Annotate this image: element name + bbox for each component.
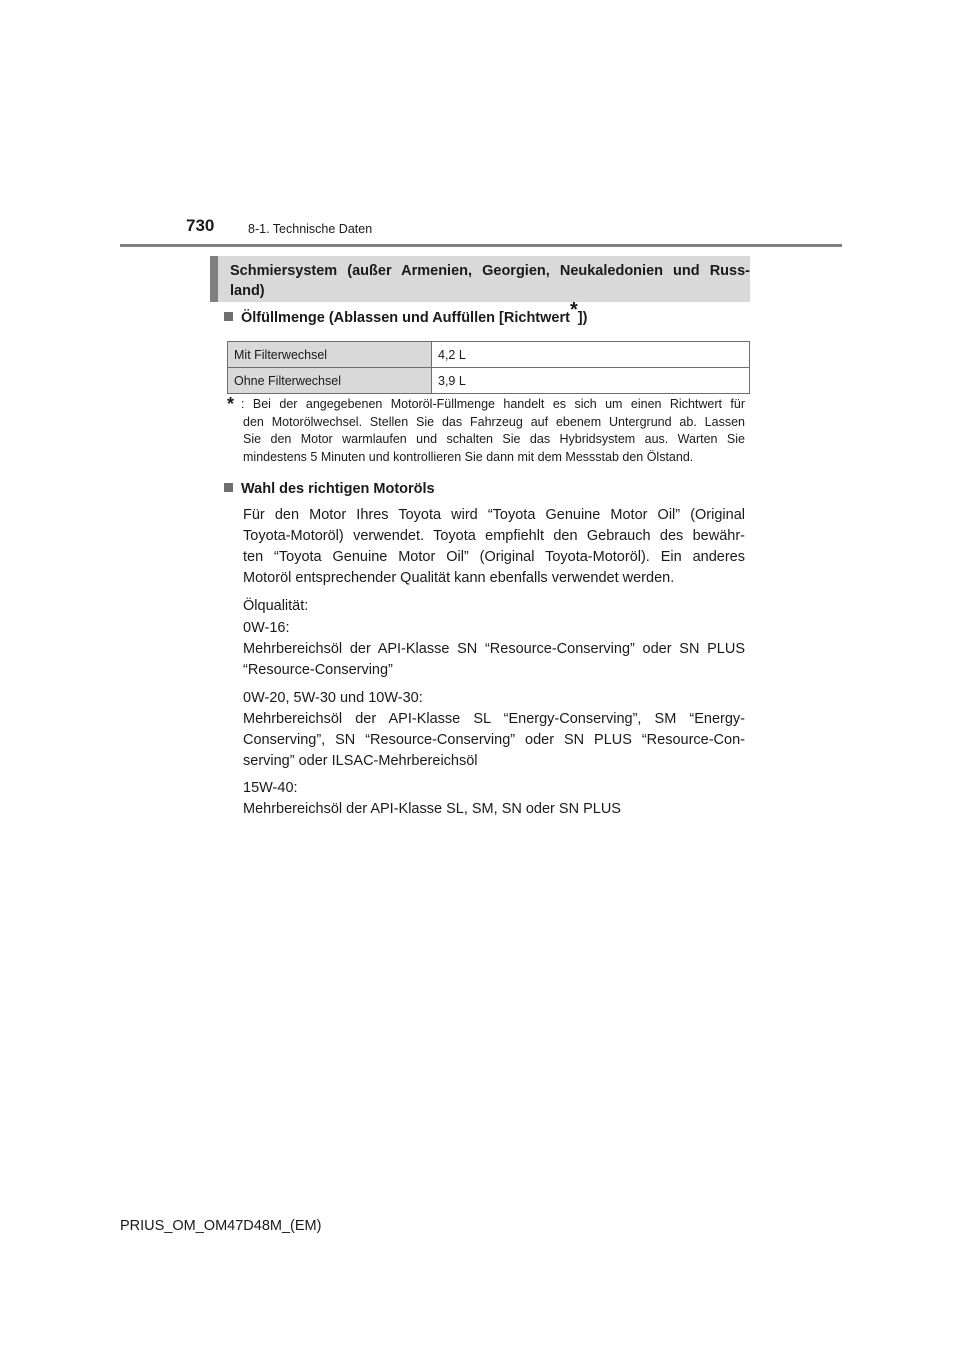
paragraph-line: Für den Motor Ihres Toyota wird “Toyota Genuine Motor Oil” (Original bbox=[243, 507, 745, 523]
oil-choice-intro bbox=[243, 505, 745, 589]
footnote-line: : Bei der angegebenen Motoröl-Füllmenge handelt es sich um einen Richtwert für bbox=[241, 397, 745, 411]
table-cell-label: Ohne Filterwechsel bbox=[228, 368, 432, 394]
paragraph-line: serving” oder ILSAC-Mehrbereichsöl bbox=[243, 753, 478, 769]
viscosity-label: 0W-16: bbox=[243, 620, 290, 636]
oil-choice-title-text: Wahl des richtigen Motoröls bbox=[241, 481, 435, 497]
oil-capacity-title-end: ]) bbox=[577, 310, 588, 326]
paragraph-line: ten “Toyota Genuine Motor Oil” (Original Toyota-Motoröl). Ein anderes bbox=[243, 549, 745, 565]
paragraph-line: Conserving”, SN “Resource-Conserving” oder SN PLUS “Resource-Con- bbox=[243, 732, 745, 748]
manual-code: PRIUS_OM_OM47D48M_(EM) bbox=[120, 1218, 322, 1234]
heading-line: land) bbox=[230, 283, 265, 299]
viscosity-label: 15W-40: bbox=[243, 780, 298, 796]
footnote bbox=[227, 396, 745, 466]
paragraph-line: Ölqualität: bbox=[243, 598, 309, 614]
viscosity-label: 0W-20, 5W-30 und 10W-30: bbox=[243, 690, 423, 706]
section-title: 8-1. Technische Daten bbox=[248, 222, 373, 236]
footnote-star: * bbox=[227, 394, 235, 414]
footnote-line: Sie den Motor warmlaufen und schalten Sie das Hybridsystem aus. Warten Sie bbox=[243, 432, 745, 446]
footnote-mark: * bbox=[569, 299, 578, 321]
paragraph-line: Mehrbereichsöl der API-Klasse SL, SM, SN oder SN PLUS bbox=[243, 801, 621, 817]
heading-line: Schmiersystem (außer Armenien, Georgien, Neukaledonien und Russ- bbox=[230, 263, 750, 279]
footnote-line: den Motorölwechsel. Stellen Sie das Fahrzeug auf ebenem Untergrund ab. Lassen bbox=[243, 414, 745, 429]
oil-grade-0w20 bbox=[243, 688, 745, 772]
paragraph-line: Mehrbereichsöl der API-Klasse SL “Energy-Conserving”, SM “Energy- bbox=[243, 711, 745, 727]
oil-capacity-title-text: Ölfüllmenge (Ablassen und Auffüllen [Richtwert bbox=[241, 310, 570, 326]
oil-choice-title bbox=[224, 481, 435, 497]
oil-grade-0w16 bbox=[243, 618, 745, 681]
oil-grade-15w40 bbox=[243, 778, 745, 820]
oil-quality-label bbox=[243, 596, 745, 617]
square-bullet-icon bbox=[224, 312, 233, 321]
square-bullet-icon bbox=[224, 483, 233, 492]
lubrication-heading bbox=[210, 256, 750, 302]
paragraph-line: Mehrbereichsöl der API-Klasse SN “Resource-Conserving” oder SN PLUS bbox=[243, 641, 745, 657]
oil-capacity-title bbox=[224, 299, 588, 326]
oil-capacity-table bbox=[227, 341, 750, 394]
footnote-body bbox=[227, 414, 745, 467]
paragraph-line: Motoröl entsprechender Qualität kann ebenfalls verwendet werden. bbox=[243, 570, 675, 586]
table-cell-value: 4,2 L bbox=[432, 342, 750, 368]
table-cell-value: 3,9 L bbox=[432, 368, 750, 394]
paragraph-line: Toyota-Motoröl) verwendet. Toyota empfiehlt den Gebrauch des bewähr- bbox=[243, 528, 745, 544]
paragraph-line: “Resource-Conserving” bbox=[243, 662, 393, 678]
table-row bbox=[228, 342, 750, 368]
table-cell-label: Mit Filterwechsel bbox=[228, 342, 432, 368]
page-number: 730 bbox=[186, 216, 215, 235]
footnote-line: mindestens 5 Minuten und kontrollieren Sie dann mit dem Messstab den Ölstand. bbox=[243, 449, 694, 464]
table-row bbox=[228, 368, 750, 394]
header-rule bbox=[120, 244, 842, 247]
